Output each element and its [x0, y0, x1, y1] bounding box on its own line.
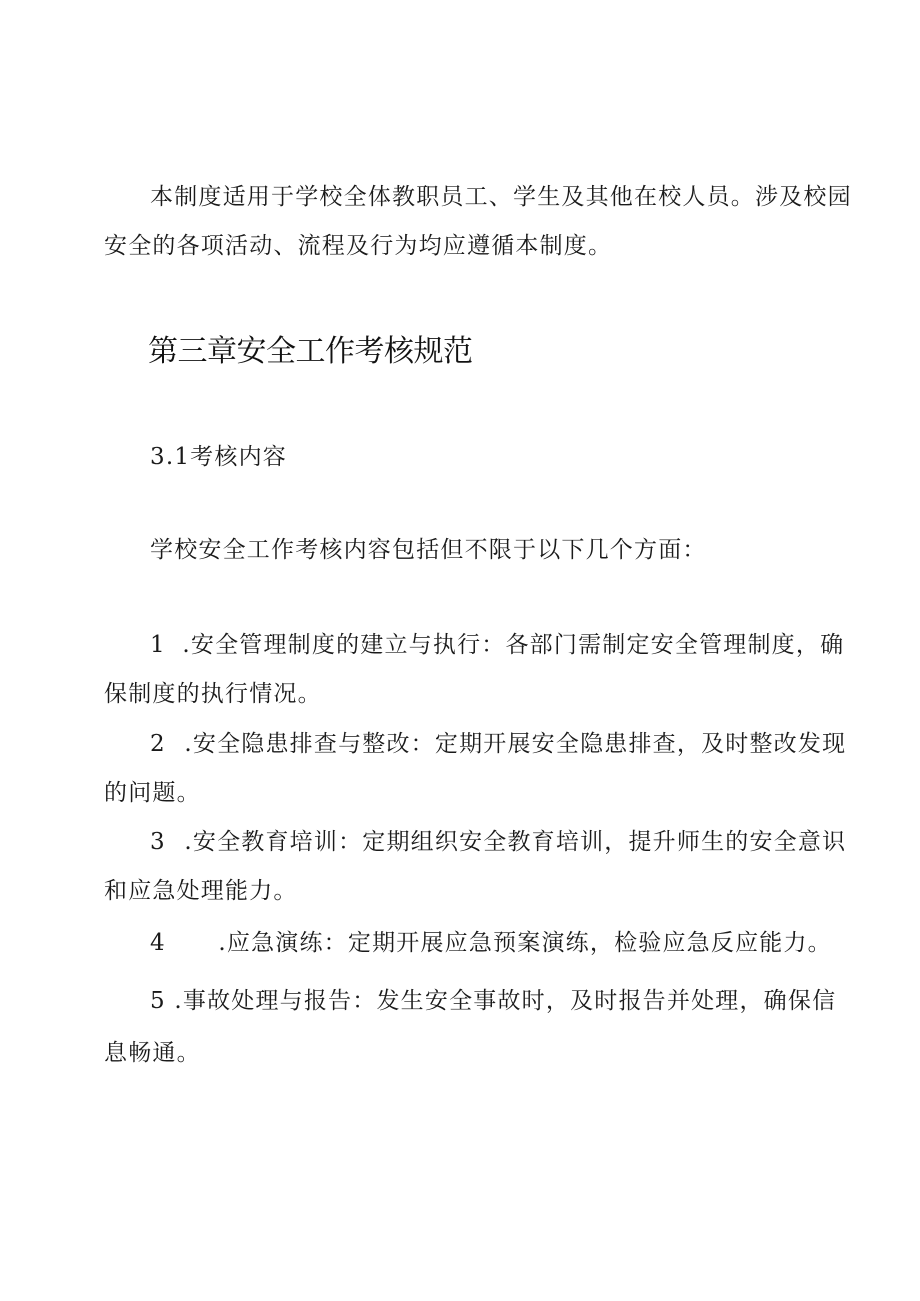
list-item-1-line-1	[150, 634, 844, 657]
list-item-5-text: .事故处理与报告：发生安全事故时，及时报告并处理，确保信	[174, 988, 837, 1014]
list-item-2-line-1	[150, 733, 846, 756]
section-lead-paragraph: 学校安全工作考核内容包括但不限于以下几个方面：	[150, 537, 707, 563]
list-item-1-text: .安全管理制度的建立与执行：各部门需制定安全管理制度，确	[182, 632, 845, 658]
list-item-5-line-2: 息畅通。	[104, 1040, 201, 1066]
list-item-5-line-1	[150, 990, 836, 1013]
list-item-1-number: 1	[150, 632, 166, 658]
list-item-2-number: 2	[150, 731, 166, 757]
list-item-5-number: 5	[150, 988, 166, 1014]
list-item-4-text: .应急演练：定期开展应急预案演练，检验应急反应能力。	[218, 930, 832, 956]
list-item-3-number: 3	[150, 829, 166, 855]
list-item-4-number: 4	[150, 930, 166, 956]
chapter-heading: 第三章安全工作考核规范	[148, 334, 473, 369]
list-item-3-line-2: 和应急处理能力。	[104, 878, 298, 904]
section-heading: 3.1考核内容	[150, 444, 287, 470]
list-item-3-text: .安全教育培训：定期组织安全教育培训，提升师生的安全意识	[184, 829, 847, 855]
list-item-2-text: .安全隐患排查与整改：定期开展安全隐患排查，及时整改发现	[184, 731, 847, 757]
list-item-3-line-1	[150, 831, 846, 854]
list-item-2-line-2: 的问题。	[104, 780, 201, 806]
list-item-1-line-2: 保制度的执行情况。	[104, 681, 322, 707]
intro-paragraph-line-1: 本制度适用于学校全体教职员工、学生及其他在校人员。涉及校园	[150, 184, 852, 210]
intro-paragraph-line-2: 安全的各项活动、流程及行为均应遵循本制度。	[104, 233, 613, 259]
list-item-4-line-1	[150, 932, 832, 955]
